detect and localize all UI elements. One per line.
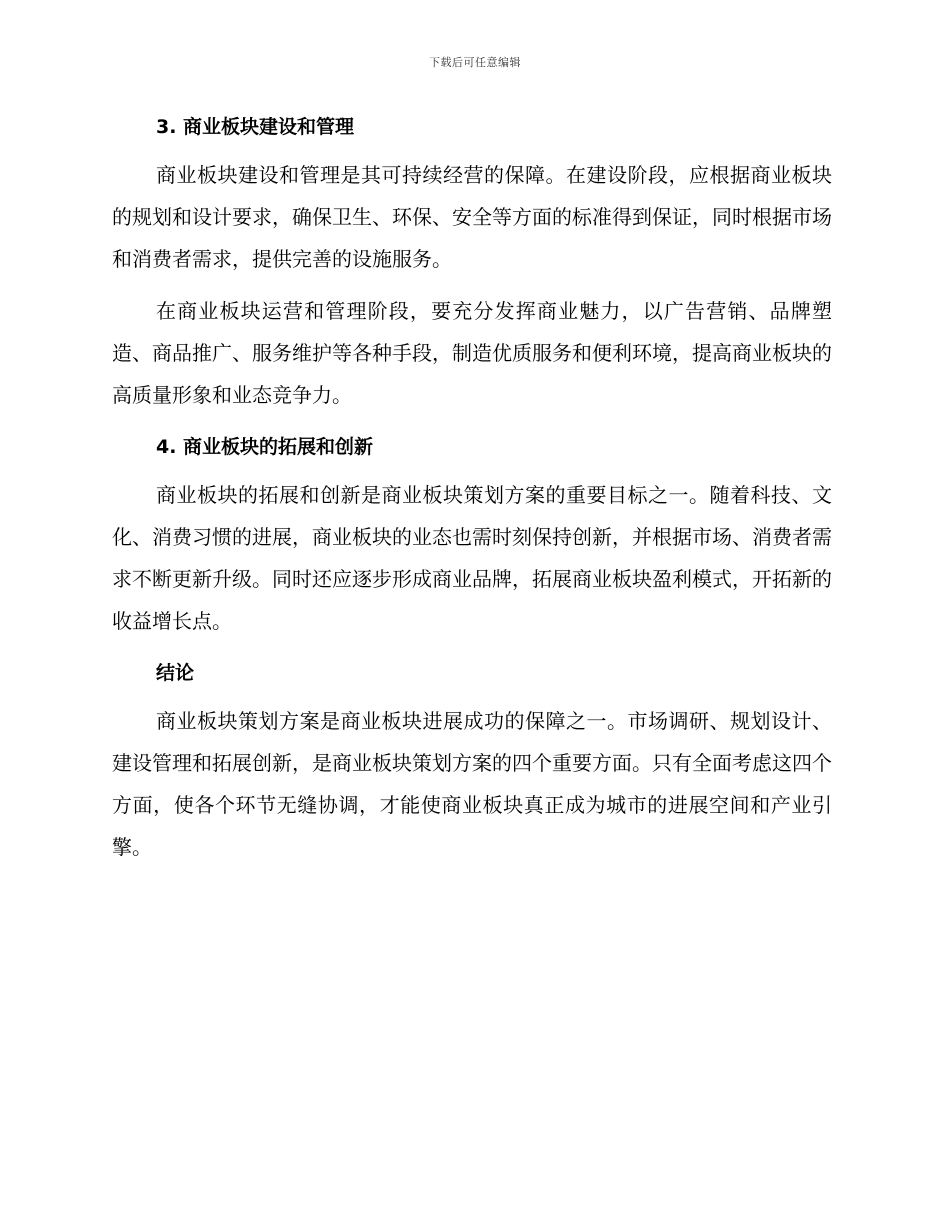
section-construction-management (112, 112, 832, 416)
page-header: 下载后可任意编辑 (429, 56, 521, 69)
paragraph: 商业板块建设和管理是其可持续经营的保障。在建设阶段，应根据商业板块的规划和设计要求，确保卫生、环保、安全等方面的标准得到保证，同时根据市场和消费者需求，提供完善的设施服务。 (112, 163, 832, 271)
paragraph: 商业板块的拓展和创新是商业板块策划方案的重要目标之一。随着科技、文化、消费习惯的进展，商业板块的业态也需时刻保持创新，并根据市场、消费者需求不断更新升级。同时还应逐步形成商业品牌，拓展商业板块盈利模式，开拓新的收益增长点。 (112, 483, 832, 633)
section-heading: 3. 商业板块建设和管理 (156, 116, 355, 138)
document-body (112, 112, 832, 878)
paragraph: 在商业板块运营和管理阶段，要充分发挥商业魅力，以广告营销、品牌塑造、商品推广、服务维护等各种手段，制造优质服务和便利环境，提高商业板块的高质量形象和业态竞争力。 (112, 299, 832, 407)
paragraph: 商业板块策划方案是商业板块进展成功的保障之一。市场调研、规划设计、建设管理和拓展创新，是商业板块策划方案的四个重要方面。只有全面考虑这四个方面，使各个环节无缝协调，才能使商业板块真正成为城市的进展空间和产业引擎。 (112, 709, 832, 859)
section-heading: 结论 (156, 662, 195, 684)
section-heading: 4. 商业板块的拓展和创新 (156, 436, 374, 458)
section-conclusion (112, 658, 832, 868)
section-expansion-innovation (112, 432, 832, 642)
